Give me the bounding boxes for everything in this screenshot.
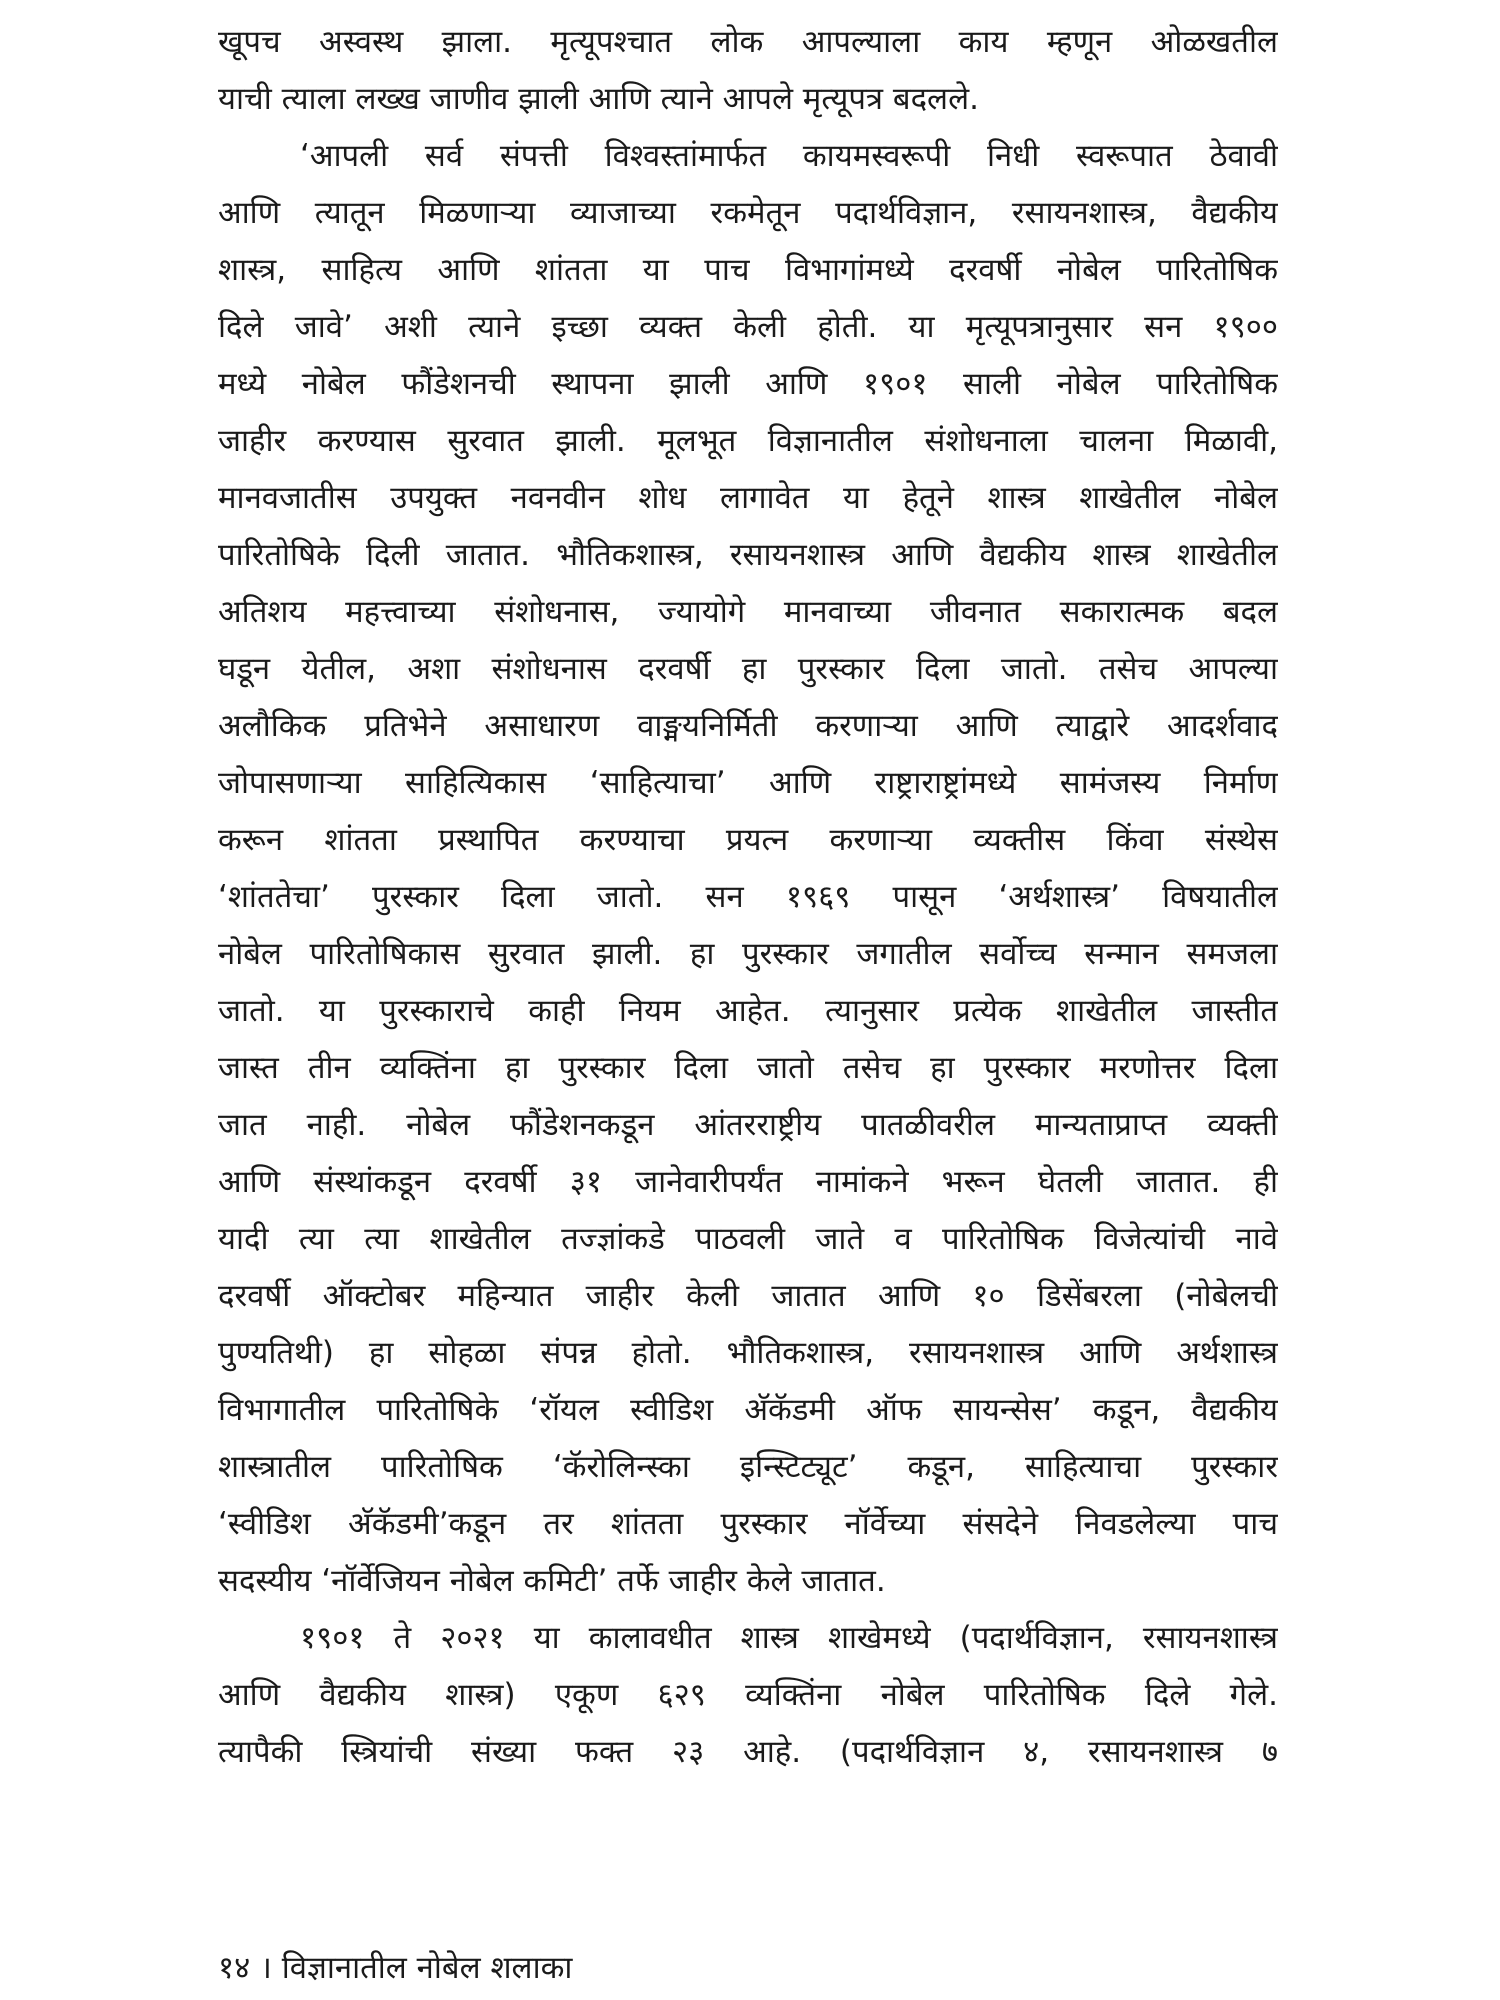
text-line: जोपासणाऱ्या साहित्यिकास ‘साहित्याचा’ आणि राष्ट्राराष्ट्रांमध्ये सामंजस्य निर्माण: [218, 765, 1278, 801]
paragraph: [218, 14, 1278, 128]
text-line: नोबेल पारितोषिकास सुरवात झाली. हा पुरस्कार जगातील सर्वोच्च सन्मान समजला: [218, 936, 1278, 972]
text-line: ‘आपली सर्व संपत्ती विश्वस्तांमार्फत कायमस्वरूपी निधी स्वरूपात ठेवावी: [300, 138, 1278, 174]
body-text: [218, 14, 1278, 1781]
text-line: याची त्याला लख्ख जाणीव झाली आणि त्याने आपले मृत्यूपत्र बदलले.: [218, 81, 979, 117]
text-line: यादी त्या त्या शाखेतील तज्ज्ञांकडे पाठवली जाते व पारितोषिक विजेत्यांची नावे: [218, 1221, 1278, 1257]
text-line: जाहीर करण्यास सुरवात झाली. मूलभूत विज्ञानातील संशोधनाला चालना मिळावी,: [218, 423, 1278, 459]
text-line: दरवर्षी ऑक्टोबर महिन्यात जाहीर केली जातात आणि १० डिसेंबरला (नोबेलची: [218, 1278, 1278, 1314]
text-line: शास्त्र, साहित्य आणि शांतता या पाच विभागांमध्ये दरवर्षी नोबेल पारितोषिक: [218, 252, 1278, 288]
text-line: खूपच अस्वस्थ झाला. मृत्यूपश्चात लोक आपल्याला काय म्हणून ओळखतील: [218, 24, 1278, 60]
text-line: विभागातील पारितोषिके ‘रॉयल स्वीडिश अ‍ॅकॅडमी ऑफ सायन्सेस’ कडून, वैद्यकीय: [218, 1392, 1278, 1428]
text-line: जास्त तीन व्यक्तिंना हा पुरस्कार दिला जातो तसेच हा पुरस्कार मरणोत्तर दिला: [218, 1050, 1278, 1086]
text-line: पुण्यतिथी) हा सोहळा संपन्न होतो. भौतिकशास्त्र, रसायनशास्त्र आणि अर्थशास्त्र: [218, 1335, 1278, 1371]
paragraph: [218, 1610, 1278, 1781]
text-line: शास्त्रातील पारितोषिक ‘कॅरोलिन्स्का इन्स्टिट्यूट’ कडून, साहित्याचा पुरस्कार: [218, 1449, 1278, 1485]
text-line: घडून येतील, अशा संशोधनास दरवर्षी हा पुरस्कार दिला जातो. तसेच आपल्या: [218, 651, 1278, 687]
text-line: मध्ये नोबेल फौंडेशनची स्थापना झाली आणि १९०१ साली नोबेल पारितोषिक: [218, 366, 1278, 402]
text-line: आणि संस्थांकडून दरवर्षी ३१ जानेवारीपर्यंत नामांकने भरून घेतली जातात. ही: [218, 1164, 1278, 1200]
text-line: ‘शांततेचा’ पुरस्कार दिला जातो. सन १९६९ पासून ‘अर्थशास्त्र’ विषयातील: [218, 879, 1278, 915]
text-line: ‘स्वीडिश अ‍ॅकॅडमी’कडून तर शांतता पुरस्कार नॉर्वेच्या संसदेने निवडलेल्या पाच: [218, 1506, 1278, 1542]
text-line: पारितोषिके दिली जातात. भौतिकशास्त्र, रसायनशास्त्र आणि वैद्यकीय शास्त्र शाखेतील: [218, 537, 1278, 573]
text-line: करून शांतता प्रस्थापित करण्याचा प्रयत्न करणाऱ्या व्यक्तीस किंवा संस्थेस: [218, 822, 1278, 858]
text-line: जातो. या पुरस्काराचे काही नियम आहेत. त्यानुसार प्रत्येक शाखेतील जास्तीत: [218, 993, 1278, 1029]
text-line: जात नाही. नोबेल फौंडेशनकडून आंतरराष्ट्रीय पातळीवरील मान्यताप्राप्त व्यक्ती: [218, 1107, 1278, 1143]
text-line: १९०१ ते २०२१ या कालावधीत शास्त्र शाखेमध्ये (पदार्थविज्ञान, रसायनशास्त्र: [300, 1620, 1278, 1656]
text-line: दिले जावे’ अशी त्याने इच्छा व्यक्त केली होती. या मृत्यूपत्रानुसार सन १९००: [218, 309, 1278, 345]
text-line: अतिशय महत्त्वाच्या संशोधनास, ज्यायोगे मानवाच्या जीवनात सकारात्मक बदल: [218, 594, 1278, 630]
text-line: त्यापैकी स्त्रियांची संख्या फक्त २३ आहे. (पदार्थविज्ञान ४, रसायनशास्त्र ७: [218, 1734, 1278, 1770]
text-line: अलौकिक प्रतिभेने असाधारण वाङ्मयनिर्मिती करणाऱ्या आणि त्याद्वारे आदर्शवाद: [218, 708, 1278, 744]
text-line: सदस्यीय ‘नॉर्वेजियन नोबेल कमिटी’ तर्फे जाहीर केले जातात.: [218, 1563, 886, 1599]
text-line: आणि वैद्यकीय शास्त्र) एकूण ६२९ व्यक्तिंना नोबेल पारितोषिक दिले गेले.: [218, 1677, 1278, 1713]
paragraph: [218, 128, 1278, 1610]
page-footer: १४ । विज्ञानातील नोबेल शलाका: [218, 1950, 573, 1986]
text-line: आणि त्यातून मिळणाऱ्या व्याजाच्या रकमेतून पदार्थविज्ञान, रसायनशास्त्र, वैद्यकीय: [218, 195, 1278, 231]
text-line: मानवजातीस उपयुक्त नवनवीन शोध लागावेत या हेतूने शास्त्र शाखेतील नोबेल: [218, 480, 1278, 516]
